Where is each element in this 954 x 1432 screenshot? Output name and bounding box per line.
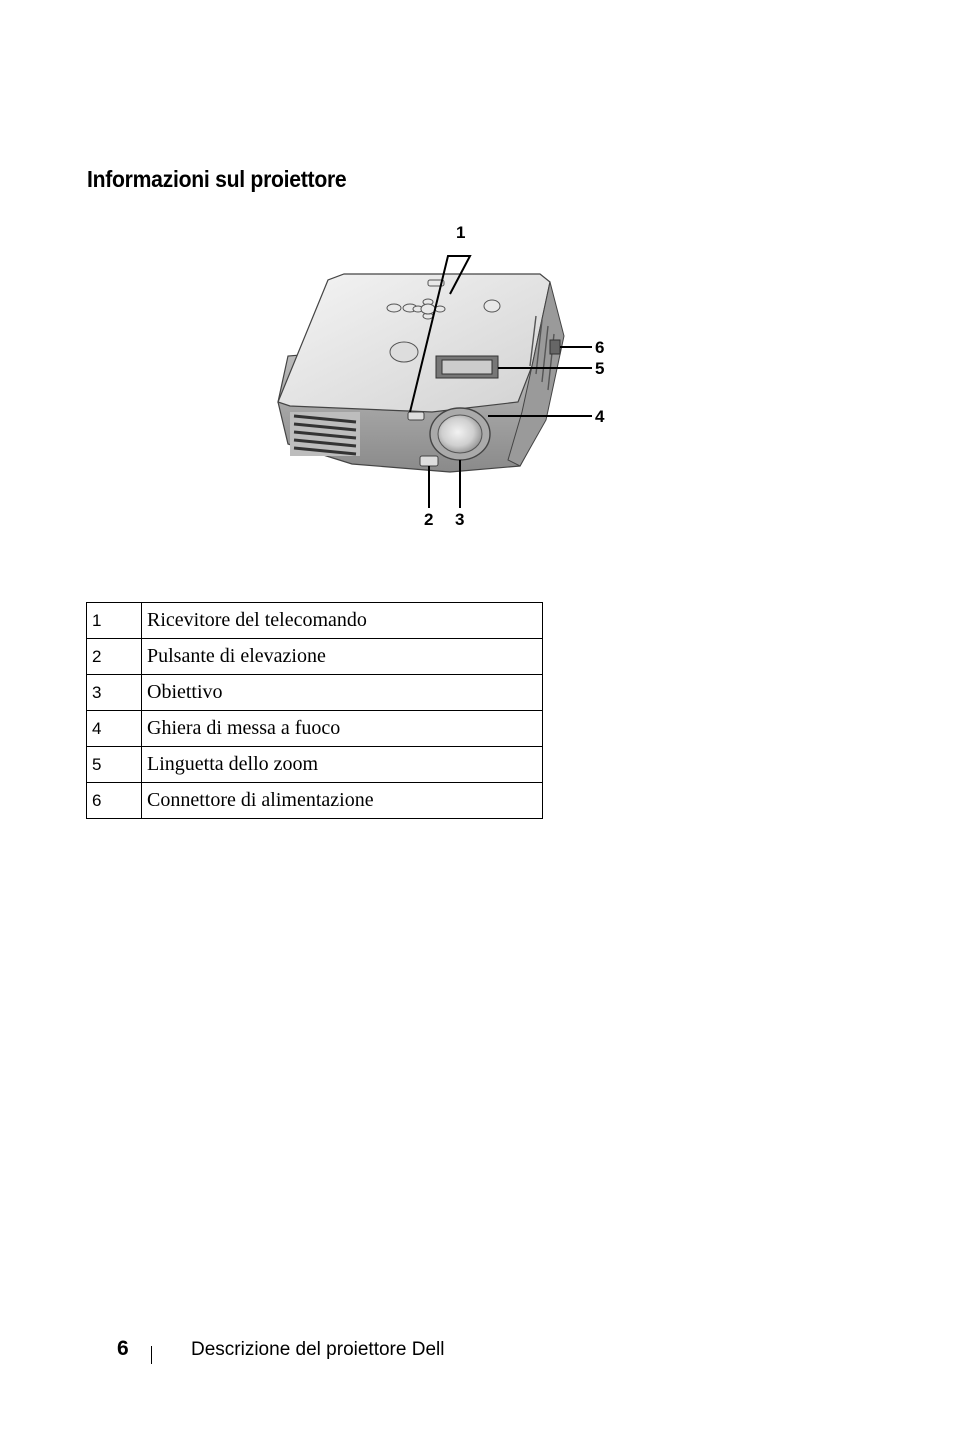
legend-label: Linguetta dello zoom [142, 747, 543, 783]
legend-label: Ricevitore del telecomando [142, 603, 543, 639]
legend-label: Connettore di alimentazione [142, 783, 543, 819]
legend-number: 4 [87, 711, 142, 747]
table-row [87, 603, 543, 639]
legend-number: 6 [87, 783, 142, 819]
table-row [87, 747, 543, 783]
callout-4: 4 [595, 407, 605, 426]
legend-label: Pulsante di elevazione [142, 639, 543, 675]
table-row [87, 639, 543, 675]
legend-number: 2 [87, 639, 142, 675]
callout-2: 2 [424, 510, 434, 529]
legend-label: Ghiera di messa a fuoco [142, 711, 543, 747]
page-title: Informazioni sul proiettore [87, 166, 347, 192]
callout-5: 5 [595, 359, 605, 378]
footer-chapter-title: Descrizione del proiettore Dell [191, 1339, 445, 1360]
legend-table [86, 602, 543, 819]
callout-3: 3 [455, 510, 465, 529]
callout-6: 6 [595, 338, 605, 357]
legend-number: 5 [87, 747, 142, 783]
table-row [87, 711, 543, 747]
legend-label: Obiettivo [142, 675, 543, 711]
projector-illustration [232, 216, 648, 530]
footer-divider [151, 1346, 152, 1364]
table-row [87, 675, 543, 711]
projector-figure [232, 216, 648, 530]
legend-number: 3 [87, 675, 142, 711]
table-row [87, 783, 543, 819]
page-number: 6 [117, 1337, 129, 1360]
legend-number: 1 [87, 603, 142, 639]
callout-1: 1 [456, 223, 466, 242]
